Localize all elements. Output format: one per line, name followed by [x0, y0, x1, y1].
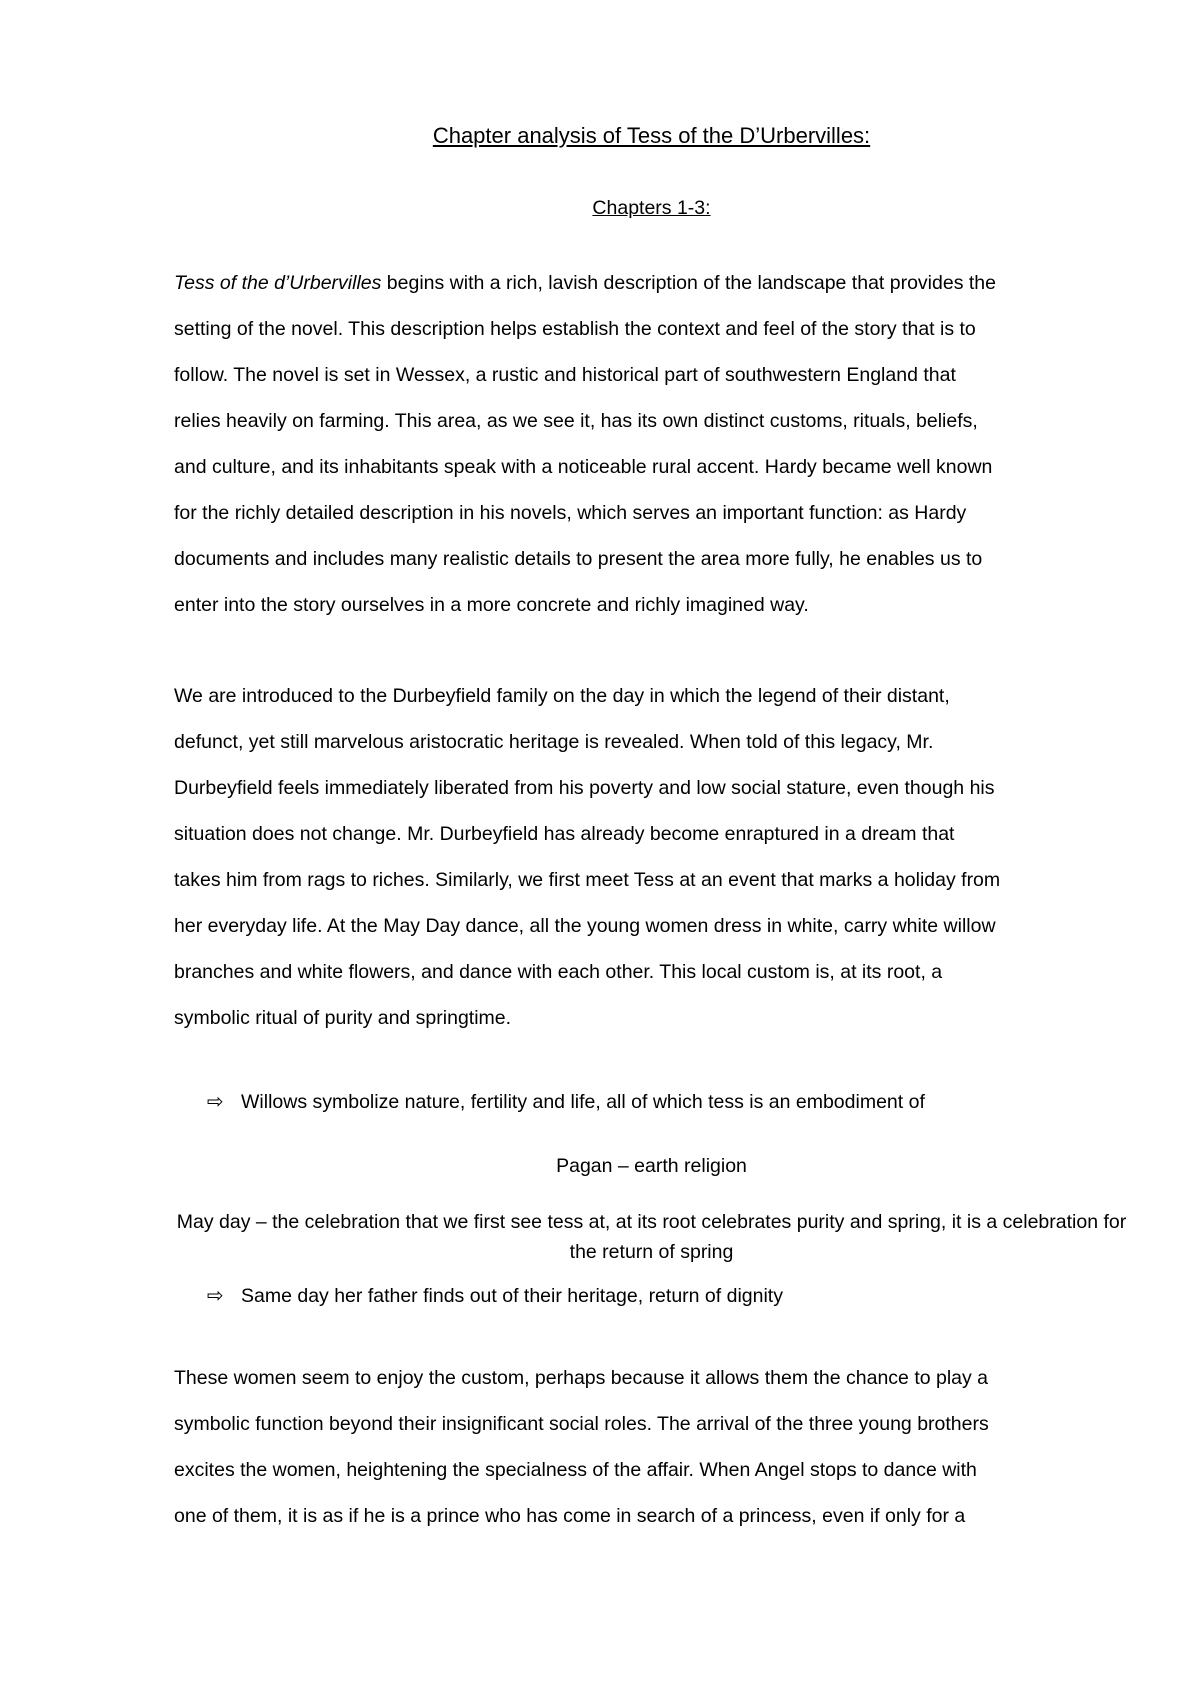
paragraph-line: setting of the novel. This description helps establish the context and feel of the story that is to [174, 318, 976, 340]
paragraph-landscape [174, 260, 1129, 628]
paragraph-line: follow. The novel is set in Wessex, a rustic and historical part of southwestern England that [174, 364, 956, 386]
paragraph-line: her everyday life. At the May Day dance, all the young women dress in white, carry white willow [174, 915, 996, 937]
note-may-day: May day – the celebration that we first see tess at, at its root celebrates purity and spring, it is a celebration for the return of spring [176, 1211, 1127, 1263]
bullet-heritage [174, 1281, 1129, 1311]
bullet-willows [174, 1087, 1129, 1117]
section-heading: Chapters 1-3: [592, 197, 711, 219]
paragraph-line: and culture, and its inhabitants speak with a noticeable rural accent. Hardy became well known [174, 456, 993, 478]
paragraph-line-text: begins with a rich, lavish description of the landscape that provides the [381, 272, 996, 294]
arrow-bullet-icon: ⇨ [207, 1091, 224, 1113]
paragraph-line: symbolic ritual of purity and springtime. [174, 1007, 512, 1029]
paragraph-custom [174, 1355, 1129, 1539]
paragraph-line: situation does not change. Mr. Durbeyfield has already become enraptured in a dream that [174, 823, 955, 845]
book-title-italic: Tess of the d’Urbervilles [174, 272, 382, 294]
paragraph-line: These women seem to enjoy the custom, perhaps because it allows them the chance to play a [174, 1367, 989, 1389]
paragraph-line: Durbeyfield feels immediately liberated from his poverty and low social stature, even though his [174, 777, 995, 799]
paragraph-line: takes him from rags to riches. Similarly, we first meet Tess at an event that marks a holiday from [174, 869, 1001, 891]
note-pagan: Pagan – earth religion [556, 1155, 747, 1177]
paragraph-line: documents and includes many realistic details to present the area more fully, he enables us to [174, 548, 983, 570]
paragraph-durbeyfield [174, 673, 1129, 1041]
paragraph-line: relies heavily on farming. This area, as we see it, has its own distinct customs, rituals, beliefs, [174, 410, 978, 432]
arrow-bullet-icon: ⇨ [207, 1285, 224, 1307]
paragraph-line: symbolic function beyond their insignificant social roles. The arrival of the three young brothers [174, 1413, 989, 1435]
paragraph-line: defunct, yet still marvelous aristocratic heritage is revealed. When told of this legacy, Mr. [174, 731, 934, 753]
paragraph-line: one of them, it is as if he is a prince who has come in search of a princess, even if only for a [174, 1505, 966, 1527]
paragraph-line: excites the women, heightening the specialness of the affair. When Angel stops to dance with [174, 1459, 977, 1481]
document-title: Chapter analysis of Tess of the D’Urbervilles: [432, 123, 871, 148]
paragraph-line [174, 260, 1129, 306]
paragraph-line: branches and white flowers, and dance with each other. This local custom is, at its root, a [174, 961, 943, 983]
document-body [174, 100, 1129, 1539]
paragraph-line: for the richly detailed description in his novels, which serves an important function: as Hardy [174, 502, 967, 524]
bullet-text: Same day her father finds out of their heritage, return of dignity [241, 1285, 783, 1307]
paragraph-line: We are introduced to the Durbeyfield family on the day in which the legend of their distant, [174, 685, 950, 707]
bullet-text: Willows symbolize nature, fertility and life, all of which tess is an embodiment of [241, 1091, 925, 1113]
paragraph-line: enter into the story ourselves in a more concrete and richly imagined way. [174, 594, 809, 616]
